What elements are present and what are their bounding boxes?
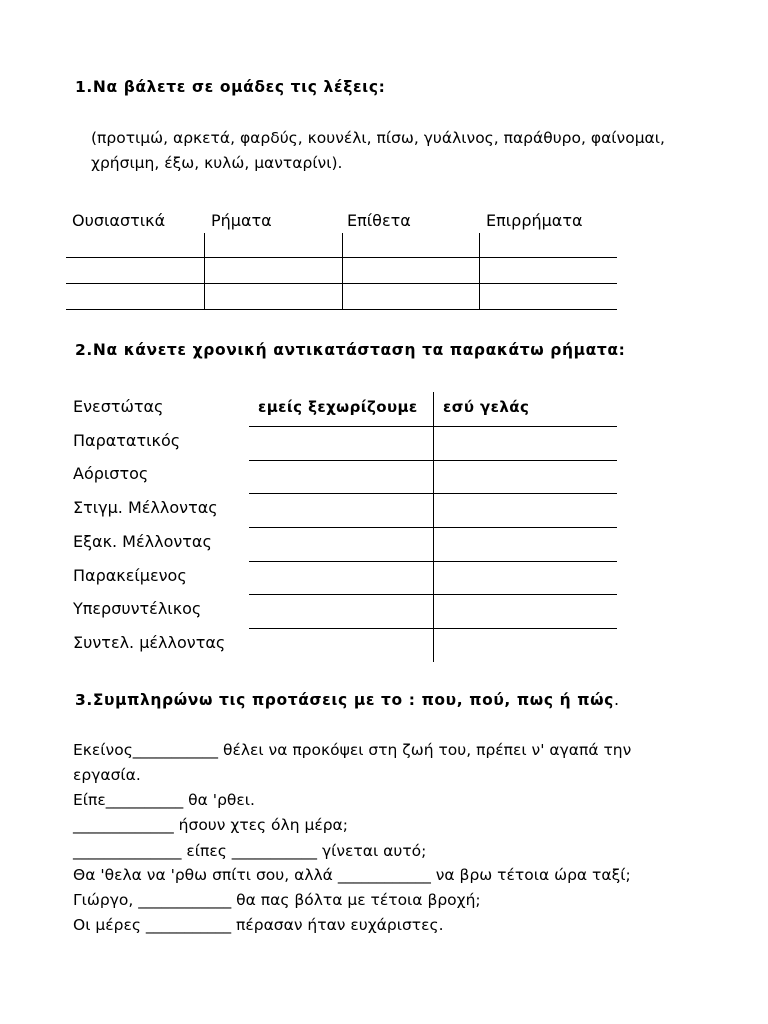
column-header-you: εσύ γελάς — [443, 398, 530, 416]
fill-in-sentence: Είπε__________ θα 'ρθει. — [73, 791, 255, 809]
answer-line[interactable] — [249, 493, 617, 494]
section3-heading-text: 3.Συμπληρώνω τις προτάσεις με το : που, πού, πως ή πώς — [75, 691, 614, 709]
answer-line[interactable] — [249, 426, 617, 427]
tense-label: Παρατατικός — [73, 431, 181, 450]
fill-in-sentence: ______________ είπες ___________ γίνεται αυτό; — [73, 842, 427, 860]
answer-line[interactable] — [249, 561, 617, 562]
section3-heading-period: . — [613, 690, 620, 709]
answer-line[interactable] — [66, 309, 617, 310]
section2-heading: 2.Να κάνετε χρονική αντικατάσταση τα παρακάτω ρήματα: — [75, 341, 626, 359]
column-label-nouns: Ουσιαστικά — [72, 211, 166, 230]
answer-line[interactable] — [249, 594, 617, 595]
fill-in-sentence: Οι μέρες ___________ πέρασαν ήταν ευχάριστες. — [73, 916, 444, 934]
tense-label: Στιγμ. Μέλλοντας — [73, 498, 218, 517]
tense-label: Εξακ. Μέλλοντας — [73, 532, 212, 551]
tense-label: Ενεστώτας — [73, 397, 164, 416]
column-header-we: εμείς ξεχωρίζουμε — [258, 398, 418, 416]
column-label-verbs: Ρήματα — [211, 211, 272, 230]
fill-in-sentence: Γιώργο, ____________ θα πας βόλτα με τέτοια βροχή; — [73, 891, 481, 909]
tense-label: Υπερσυντέλικος — [73, 599, 202, 618]
answer-line[interactable] — [66, 283, 617, 284]
tense-label: Αόριστος — [73, 464, 149, 483]
table-divider — [342, 233, 343, 310]
fill-in-sentence: εργασία. — [73, 766, 141, 784]
table-divider — [479, 233, 480, 310]
answer-line[interactable] — [66, 257, 617, 258]
word-list-line-1: (προτιμώ, αρκετά, φαρδύς, κουνέλι, πίσω, γυάλινος, παράθυρο, φαίνομαι, — [91, 129, 665, 147]
section1-heading: 1.Να βάλετε σε ομάδες τις λέξεις: — [75, 78, 386, 96]
word-list-line-2: χρήσιμη, έξω, κυλώ, μανταρίνι). — [91, 154, 343, 172]
tense-label: Παρακείμενος — [73, 566, 187, 585]
answer-line[interactable] — [249, 460, 617, 461]
answer-line[interactable] — [249, 628, 617, 629]
fill-in-sentence: _____________ ήσουν χτες όλη μέρα; — [73, 816, 348, 834]
fill-in-sentence: Θα 'θελα να 'ρθω σπίτι σου, αλλά ____________ να βρω τέτοια ώρα ταξί; — [73, 866, 631, 884]
column-label-adverbs: Επιρρήματα — [486, 211, 583, 230]
answer-line[interactable] — [249, 527, 617, 528]
tense-label: Συντελ. μέλλοντας — [73, 633, 226, 652]
section3-heading — [75, 690, 619, 709]
column-label-adjectives: Επίθετα — [347, 211, 411, 230]
fill-in-sentence: Εκείνος___________ θέλει να προκόψει στη ζωή του, πρέπει ν' αγαπά την — [73, 741, 632, 759]
table-divider — [204, 233, 205, 310]
